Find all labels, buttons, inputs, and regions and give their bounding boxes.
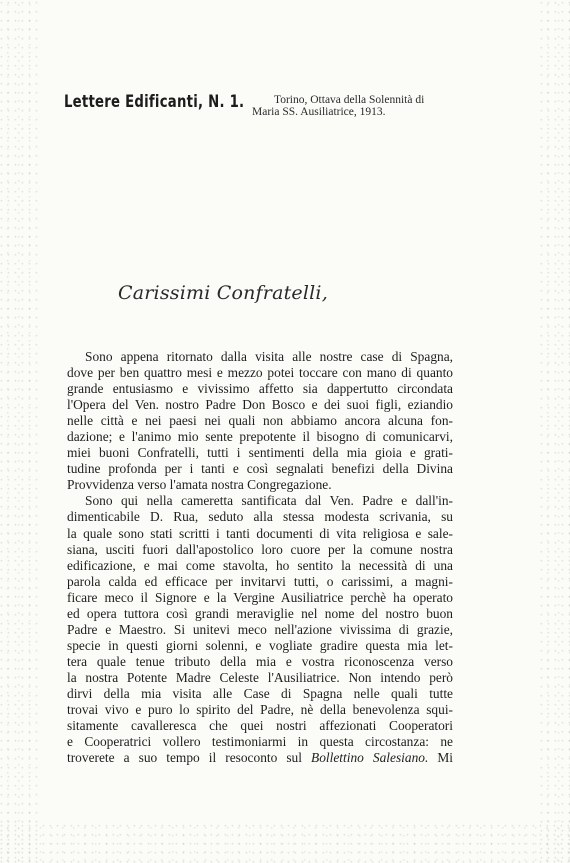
body-line: Padre e Maestro. Si unitevi meco nell'azione vivissima di grazie, [67,621,453,637]
body-line: dove per ben quattro mesi e mezzo potei toccare con mano di quanto [67,365,453,381]
body-line: ficare meco il Signore e la Vergine Ausiliatrice perchè ha operato [67,589,453,605]
paper-edge-bottom [0,823,570,863]
body-line: la nostra Potente Madre Celeste l'Ausiliatrice. Non intendo però [67,669,453,685]
place-date [252,94,452,118]
body-line: l'Opera del Ven. nostro Padre Don Bosco e dei suoi figli, eziandio [67,397,453,413]
body-line: dirvi della mia visita alle Case di Spagna nelle quali tutte [67,685,453,701]
body-line: grande entusiasmo e vivissimo affetto sia dappertutto circondata [67,381,453,397]
place-date-line-2: Maria SS. Ausiliatrice, 1913. [252,106,386,118]
bollettino-title: Bollettino Salesiano. [311,750,429,766]
body-line: parola calda ed efficace per invitarvi tutti, o carissimi, a magni- [67,573,453,589]
body-line: nelle città e nei paesi nei quali non abbiamo ancora alcuna fon- [67,413,453,429]
series-title: Lettere Edificanti, N. 1. [64,92,245,112]
body-line: la quale sono stati scritti i tanti documenti di vita religiosa e sale- [67,525,453,541]
place-date-line-1: Torino, Ottava della Solennità di [274,94,425,106]
body-line: sitamente cavalleresca che quei nostri affezionati Cooperatori [67,718,453,734]
body-line-text: Mi [437,750,453,766]
body-line: siana, usciti fuori dall'apostolico loro cuore per la comune nostra [67,541,453,557]
paper-edge-right [540,0,570,863]
body-line: dazione; e l'animo mio sente prepotente il bisogno di comunicarvi, [67,429,453,445]
body-line: tudine profonda per i tanti e così segnalati benefizi della Divina [67,461,453,477]
body-line: specie in questi giorni solenni, e vogliate gradire questa mia let- [67,637,453,653]
body-line: dimenticabile D. Rua, seduto alla stessa modesta scrivania, su [67,509,453,525]
body-line: Provvidenza verso l'amata nostra Congregazione. [67,477,332,493]
body-line: Sono appena ritornato dalla visita alle nostre case di Spagna, [85,349,453,364]
body-line-text: troverete a suo tempo il resoconto sul [67,750,302,766]
paper-edge-left [0,0,40,863]
body-line: ed opera tuttora così grandi meraviglie nel nome del nostro buon [67,605,453,621]
body-line: edificazione, e mai come stavolta, ho sentito la necessità di una [67,557,453,573]
body-line: trovai vivo e puro lo spirito del Padre, nè della benevolenza squi- [67,702,453,718]
salutation: Carissimi Confratelli, [118,282,328,304]
letter-body [67,349,453,766]
body-line: miei buoni Confratelli, tutti i sentimenti della mia gioia e grati- [67,445,453,461]
body-line: Sono qui nella cameretta santificata dal Ven. Padre e dall'in- [85,493,453,509]
body-line: tera quale tenue tributo della mia e vostra riconoscenza verso [67,653,453,669]
body-line: e Cooperatrici vollero testimoniarmi in questa circostanza: ne [67,734,453,750]
body-line-final [67,750,453,766]
